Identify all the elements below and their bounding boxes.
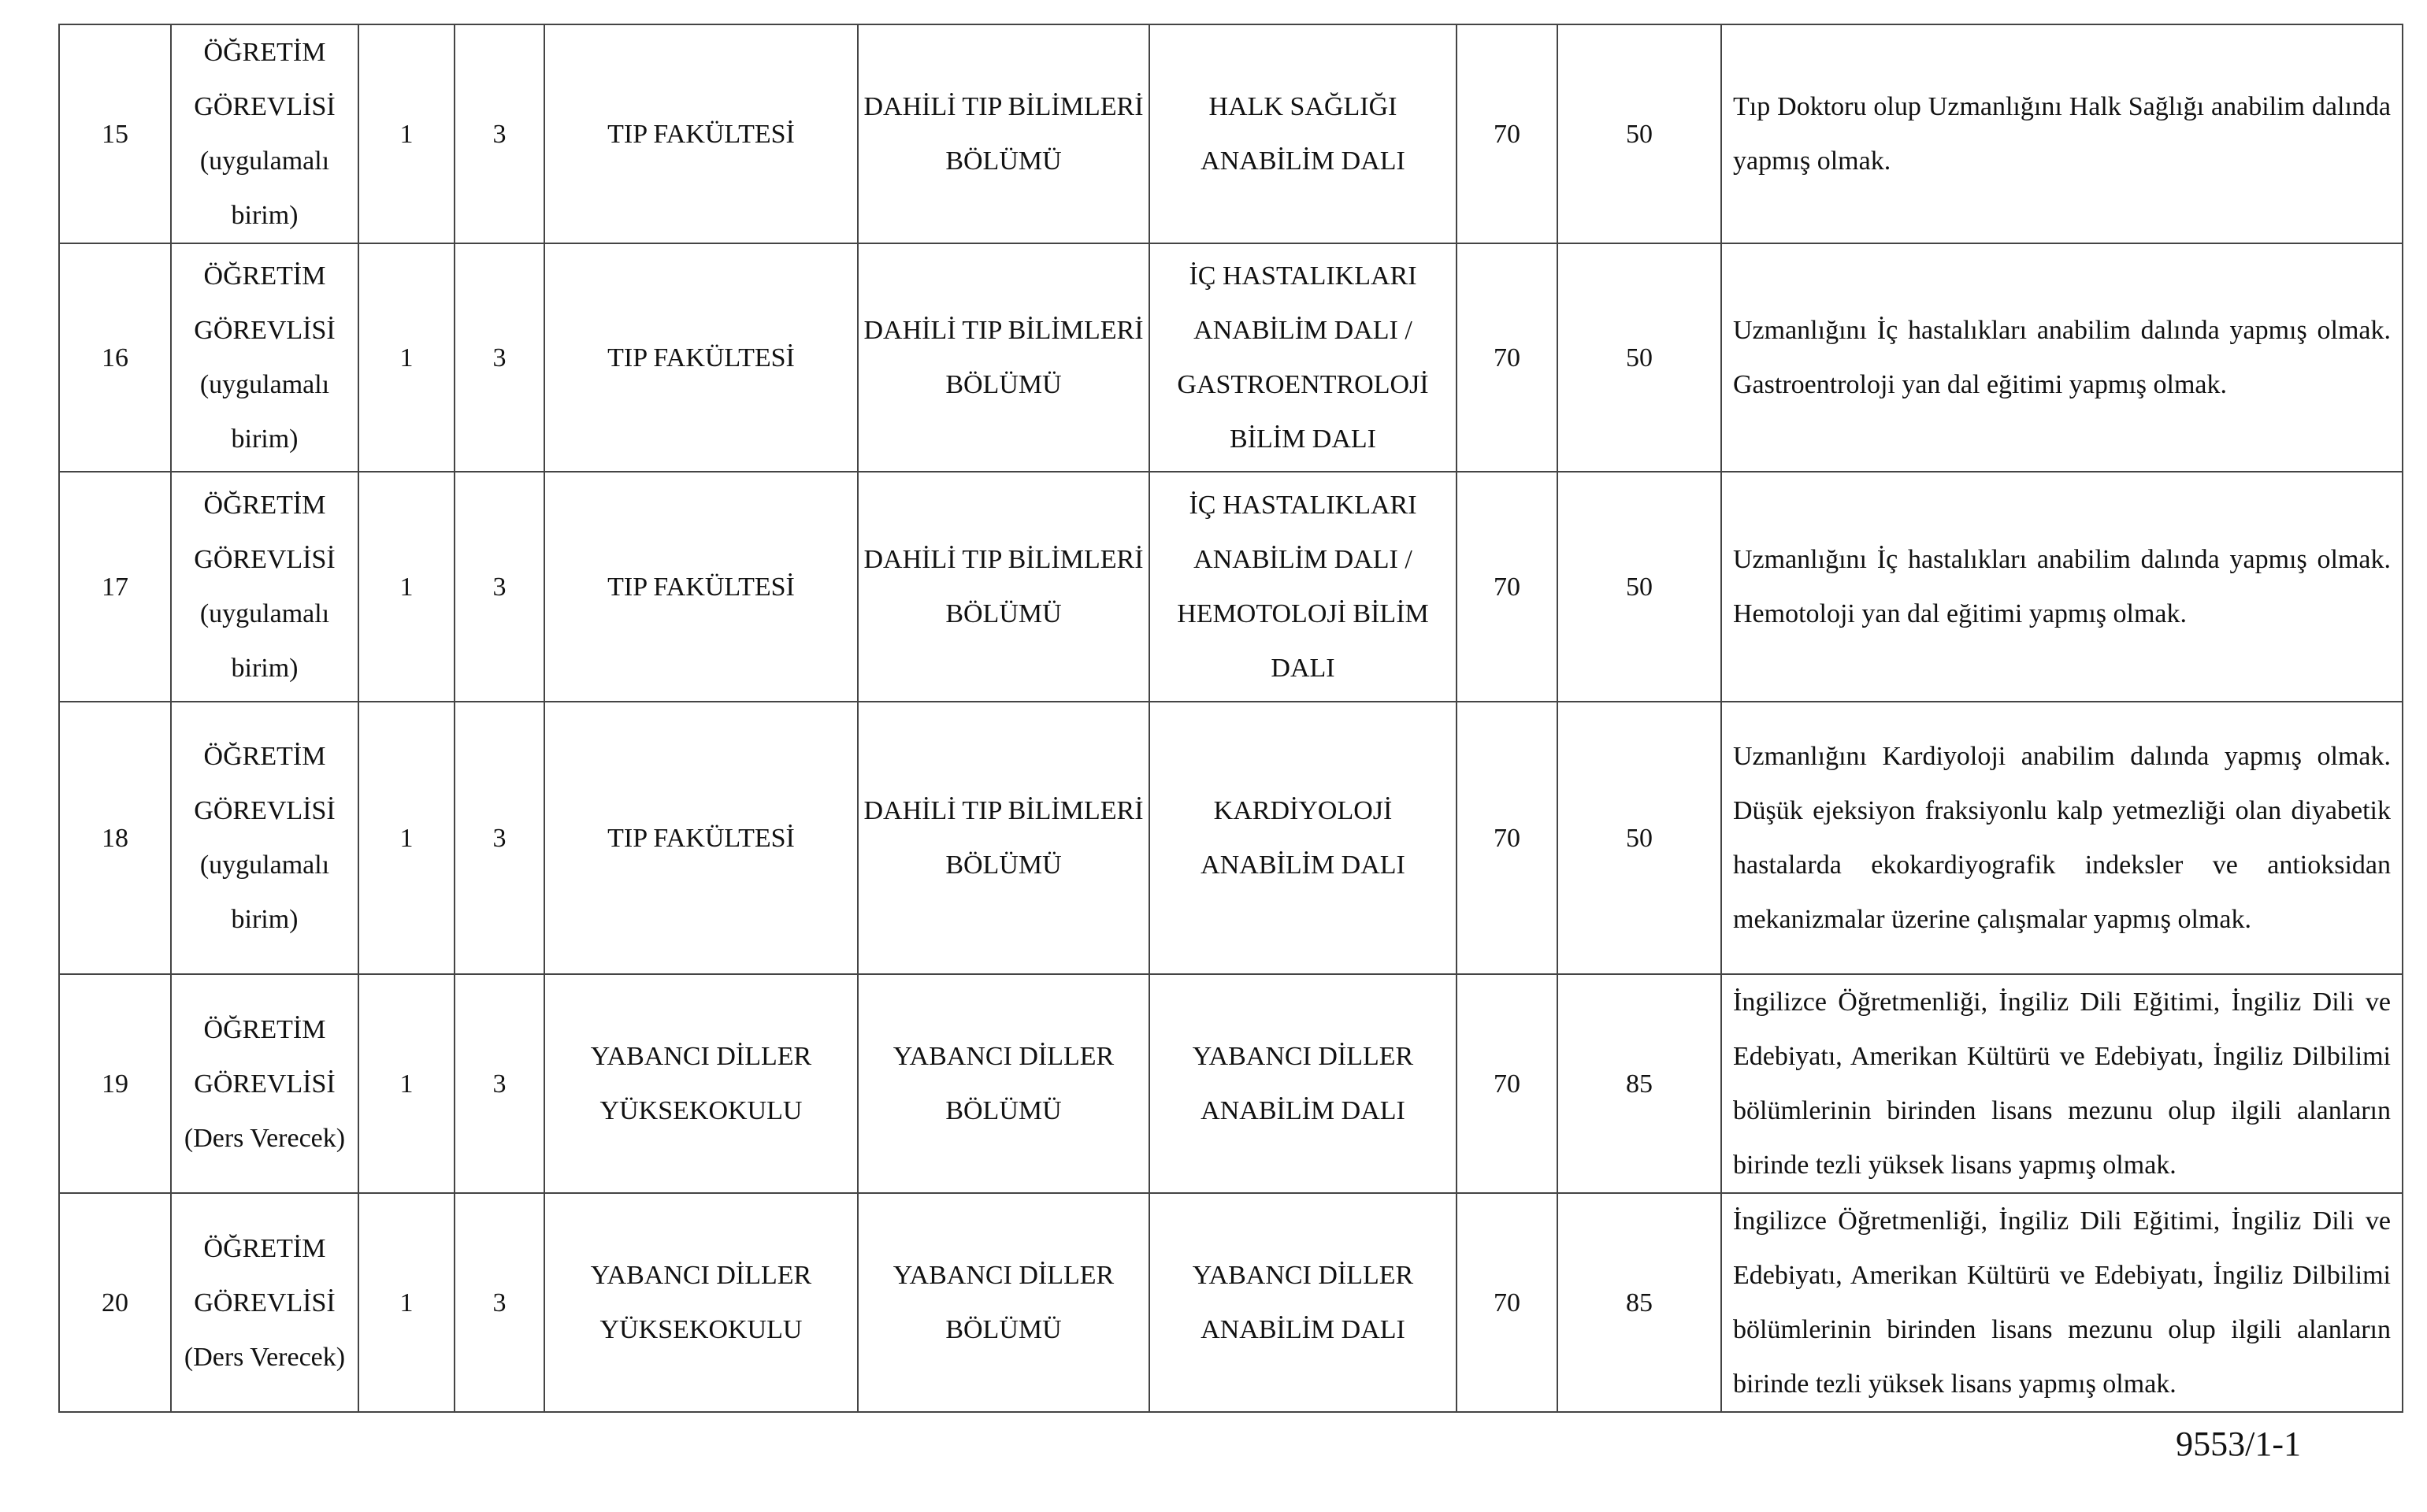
bulletin-number: 9553/1-1 bbox=[2176, 1425, 2301, 1463]
department: YABANCI DİLLER BÖLÜMÜ bbox=[858, 974, 1149, 1193]
table-row bbox=[59, 24, 2403, 243]
language-score: 50 bbox=[1557, 702, 1721, 974]
position-count: 1 bbox=[358, 243, 455, 472]
department: DAHİLİ TIP BİLİMLERİ BÖLÜMÜ bbox=[858, 702, 1149, 974]
department: YABANCI DİLLER BÖLÜMÜ bbox=[858, 1193, 1149, 1412]
table-row bbox=[59, 702, 2403, 974]
requirements: Uzmanlığını İç hastalıkları anabilim dalında yapmış olmak. Gastroentroloji yan dal eğitimi yapmış olmak. bbox=[1721, 243, 2403, 472]
language-score: 50 bbox=[1557, 243, 1721, 472]
requirements: Uzmanlığını Kardiyoloji anabilim dalında yapmış olmak. Düşük ejeksiyon fraksiyonlu kalp yetmezliği olan diyabetik hastalarda ekokardiyografik indeksler ve antioksidan mekanizmalar üzerine çalışmalar yapmış olmak. bbox=[1721, 702, 2403, 974]
position-title: ÖĞRETİM GÖREVLİSİ (uygulamalı birim) bbox=[171, 702, 358, 974]
faculty: TIP FAKÜLTESİ bbox=[544, 702, 858, 974]
division: İÇ HASTALIKLARI ANABİLİM DALI / HEMOTOLOJİ BİLİM DALI bbox=[1149, 472, 1457, 702]
row-number: 17 bbox=[59, 472, 171, 702]
faculty: YABANCI DİLLER YÜKSEKOKULU bbox=[544, 1193, 858, 1412]
position-degree: 3 bbox=[455, 974, 544, 1193]
position-degree: 3 bbox=[455, 243, 544, 472]
ales-score: 70 bbox=[1457, 974, 1557, 1193]
faculty: TIP FAKÜLTESİ bbox=[544, 243, 858, 472]
division: YABANCI DİLLER ANABİLİM DALI bbox=[1149, 1193, 1457, 1412]
position-degree: 3 bbox=[455, 1193, 544, 1412]
ales-score: 70 bbox=[1457, 472, 1557, 702]
table-row bbox=[59, 1193, 2403, 1412]
position-title: ÖĞRETİM GÖREVLİSİ (Ders Verecek) bbox=[171, 974, 358, 1193]
requirements: İngilizce Öğretmenliği, İngiliz Dili Eğitimi, İngiliz Dili ve Edebiyatı, Amerikan Kültürü ve Edebiyatı, İngiliz Dilbilimi bölümlerinin birinden lisans mezunu olup ilgili alanların birinde tezli yüksek lisans yapmış olmak. bbox=[1721, 974, 2403, 1193]
position-count: 1 bbox=[358, 472, 455, 702]
positions-sheet bbox=[58, 24, 2402, 1413]
language-score: 85 bbox=[1557, 1193, 1721, 1412]
ales-score: 70 bbox=[1457, 24, 1557, 243]
position-title: ÖĞRETİM GÖREVLİSİ (uygulamalı birim) bbox=[171, 472, 358, 702]
requirements: Uzmanlığını İç hastalıkları anabilim dalında yapmış olmak. Hemotoloji yan dal eğitimi yapmış olmak. bbox=[1721, 472, 2403, 702]
position-degree: 3 bbox=[455, 472, 544, 702]
faculty: TIP FAKÜLTESİ bbox=[544, 472, 858, 702]
position-count: 1 bbox=[358, 1193, 455, 1412]
row-number: 15 bbox=[59, 24, 171, 243]
department: DAHİLİ TIP BİLİMLERİ BÖLÜMÜ bbox=[858, 24, 1149, 243]
table-row bbox=[59, 243, 2403, 472]
ales-score: 70 bbox=[1457, 702, 1557, 974]
positions-table bbox=[58, 24, 2403, 1413]
division: İÇ HASTALIKLARI ANABİLİM DALI / GASTROENTROLOJİ BİLİM DALI bbox=[1149, 243, 1457, 472]
division: HALK SAĞLIĞI ANABİLİM DALI bbox=[1149, 24, 1457, 243]
row-number: 18 bbox=[59, 702, 171, 974]
requirements: Tıp Doktoru olup Uzmanlığını Halk Sağlığı anabilim dalında yapmış olmak. bbox=[1721, 24, 2403, 243]
position-title: ÖĞRETİM GÖREVLİSİ (uygulamalı birim) bbox=[171, 24, 358, 243]
table-row bbox=[59, 974, 2403, 1193]
ales-score: 70 bbox=[1457, 1193, 1557, 1412]
faculty: YABANCI DİLLER YÜKSEKOKULU bbox=[544, 974, 858, 1193]
department: DAHİLİ TIP BİLİMLERİ BÖLÜMÜ bbox=[858, 243, 1149, 472]
faculty: TIP FAKÜLTESİ bbox=[544, 24, 858, 243]
division: KARDİYOLOJİ ANABİLİM DALI bbox=[1149, 702, 1457, 974]
position-count: 1 bbox=[358, 702, 455, 974]
language-score: 85 bbox=[1557, 974, 1721, 1193]
department: DAHİLİ TIP BİLİMLERİ BÖLÜMÜ bbox=[858, 472, 1149, 702]
row-number: 19 bbox=[59, 974, 171, 1193]
position-title: ÖĞRETİM GÖREVLİSİ (uygulamalı birim) bbox=[171, 243, 358, 472]
position-count: 1 bbox=[358, 24, 455, 243]
position-degree: 3 bbox=[455, 702, 544, 974]
position-title: ÖĞRETİM GÖREVLİSİ (Ders Verecek) bbox=[171, 1193, 358, 1412]
row-number: 20 bbox=[59, 1193, 171, 1412]
row-number: 16 bbox=[59, 243, 171, 472]
position-degree: 3 bbox=[455, 24, 544, 243]
position-count: 1 bbox=[358, 974, 455, 1193]
requirements: İngilizce Öğretmenliği, İngiliz Dili Eğitimi, İngiliz Dili ve Edebiyatı, Amerikan Kültürü ve Edebiyatı, İngiliz Dilbilimi bölümlerinin birinden lisans mezunu olup ilgili alanların birinde tezli yüksek lisans yapmış olmak. bbox=[1721, 1193, 2403, 1412]
ales-score: 70 bbox=[1457, 243, 1557, 472]
language-score: 50 bbox=[1557, 24, 1721, 243]
language-score: 50 bbox=[1557, 472, 1721, 702]
table-row bbox=[59, 472, 2403, 702]
division: YABANCI DİLLER ANABİLİM DALI bbox=[1149, 974, 1457, 1193]
